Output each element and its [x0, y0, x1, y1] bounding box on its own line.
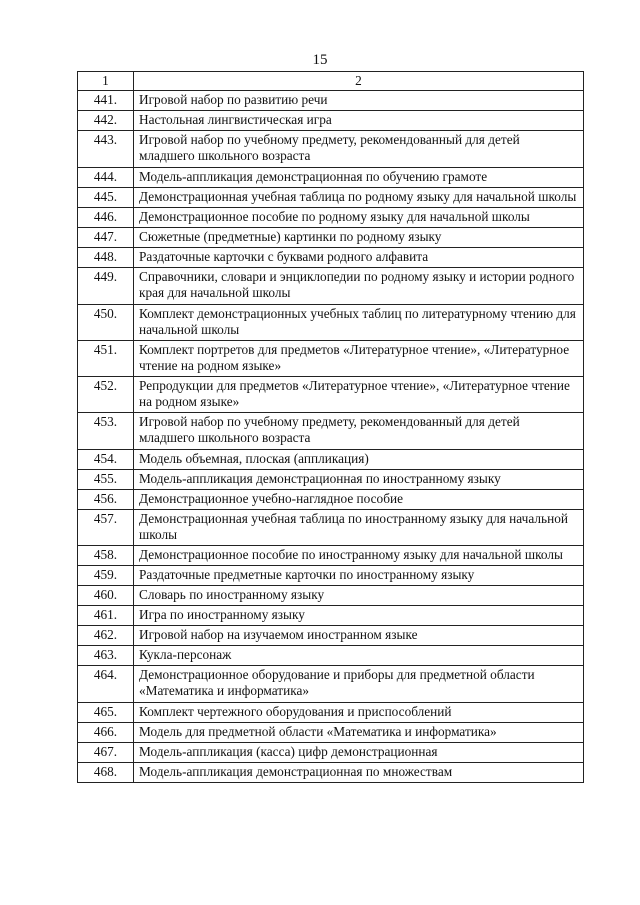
row-number: 446. [78, 208, 134, 228]
row-text: Настольная лингвистическая игра [134, 111, 584, 131]
row-number: 443. [78, 131, 134, 168]
table-row [78, 763, 584, 783]
row-text: Кукла-персонаж [134, 646, 584, 666]
row-text: Репродукции для предметов «Литературное чтение», «Литературное чтение на родном языке» [134, 377, 584, 413]
table-row [78, 566, 584, 586]
table-row [78, 490, 584, 510]
column-header-number: 1 [78, 72, 134, 91]
table-row [78, 268, 584, 305]
row-number: 442. [78, 111, 134, 131]
table-row [78, 646, 584, 666]
row-text: Сюжетные (предметные) картинки по родному языку [134, 228, 584, 248]
row-text: Словарь по иностранному языку [134, 586, 584, 606]
table-row [78, 666, 584, 703]
table-row [78, 248, 584, 268]
table-row [78, 626, 584, 646]
row-text: Игровой набор по учебному предмету, рекомендованный для детей младшего школьного возраста [134, 413, 584, 450]
table-row [78, 208, 584, 228]
table-row [78, 703, 584, 723]
page-number: 15 [312, 52, 328, 68]
row-text: Комплект портретов для предметов «Литературное чтение», «Литературное чтение на родном языке» [134, 341, 584, 377]
row-text: Раздаточные предметные карточки по иностранному языку [134, 566, 584, 586]
row-text: Игровой набор на изучаемом иностранном языке [134, 626, 584, 646]
row-number: 465. [78, 703, 134, 723]
row-text: Демонстрационное оборудование и приборы для предметной области «Математика и информатика» [134, 666, 584, 703]
table-row [78, 228, 584, 248]
row-number: 453. [78, 413, 134, 450]
row-number: 457. [78, 510, 134, 546]
table-row [78, 377, 584, 413]
table-row [78, 91, 584, 111]
table-row [78, 510, 584, 546]
row-number: 460. [78, 586, 134, 606]
row-number: 445. [78, 188, 134, 208]
row-text: Игровой набор по развитию речи [134, 91, 584, 111]
table-row [78, 111, 584, 131]
table-row [78, 606, 584, 626]
row-number: 461. [78, 606, 134, 626]
table-row [78, 546, 584, 566]
row-number: 463. [78, 646, 134, 666]
row-number: 449. [78, 268, 134, 305]
row-text: Модель-аппликация демонстрационная по множествам [134, 763, 584, 783]
row-text: Модель-аппликация демонстрационная по иностранному языку [134, 470, 584, 490]
row-number: 456. [78, 490, 134, 510]
table-row [78, 341, 584, 377]
row-text: Игра по иностранному языку [134, 606, 584, 626]
row-number: 467. [78, 743, 134, 763]
table-row [78, 723, 584, 743]
row-number: 451. [78, 341, 134, 377]
table-row [78, 413, 584, 450]
row-text: Модель объемная, плоская (аппликация) [134, 450, 584, 470]
table-row [78, 470, 584, 490]
row-number: 454. [78, 450, 134, 470]
table-row [78, 168, 584, 188]
table-row [78, 586, 584, 606]
row-text: Демонстрационное учебно-наглядное пособие [134, 490, 584, 510]
row-number: 459. [78, 566, 134, 586]
row-text: Демонстрационное пособие по иностранному языку для начальной школы [134, 546, 584, 566]
row-number: 464. [78, 666, 134, 703]
row-text: Модель для предметной области «Математика и информатика» [134, 723, 584, 743]
row-text: Модель-аппликация демонстрационная по обучению грамоте [134, 168, 584, 188]
row-text: Комплект чертежного оборудования и приспособлений [134, 703, 584, 723]
row-number: 455. [78, 470, 134, 490]
row-number: 458. [78, 546, 134, 566]
row-text: Комплект демонстрационных учебных таблиц по литературному чтению для начальной школы [134, 305, 584, 341]
row-number: 447. [78, 228, 134, 248]
table-row [78, 305, 584, 341]
table-row [78, 450, 584, 470]
row-number: 444. [78, 168, 134, 188]
row-text: Раздаточные карточки с буквами родного алфавита [134, 248, 584, 268]
row-number: 462. [78, 626, 134, 646]
row-number: 448. [78, 248, 134, 268]
row-number: 450. [78, 305, 134, 341]
row-text: Игровой набор по учебному предмету, рекомендованный для детей младшего школьного возраста [134, 131, 584, 168]
table-row [78, 131, 584, 168]
row-number: 468. [78, 763, 134, 783]
row-text: Демонстрационная учебная таблица по родному языку для начальной школы [134, 188, 584, 208]
column-header-name: 2 [134, 72, 584, 91]
row-number: 452. [78, 377, 134, 413]
row-text: Демонстрационная учебная таблица по иностранному языку для начальной школы [134, 510, 584, 546]
table-row [78, 188, 584, 208]
equipment-table [77, 71, 584, 783]
row-number: 441. [78, 91, 134, 111]
row-text: Демонстрационное пособие по родному языку для начальной школы [134, 208, 584, 228]
table-header-row [78, 72, 584, 91]
row-text: Модель-аппликация (касса) цифр демонстрационная [134, 743, 584, 763]
table-row [78, 743, 584, 763]
row-text: Справочники, словари и энциклопедии по родному языку и истории родного края для начальной школы [134, 268, 584, 305]
row-number: 466. [78, 723, 134, 743]
